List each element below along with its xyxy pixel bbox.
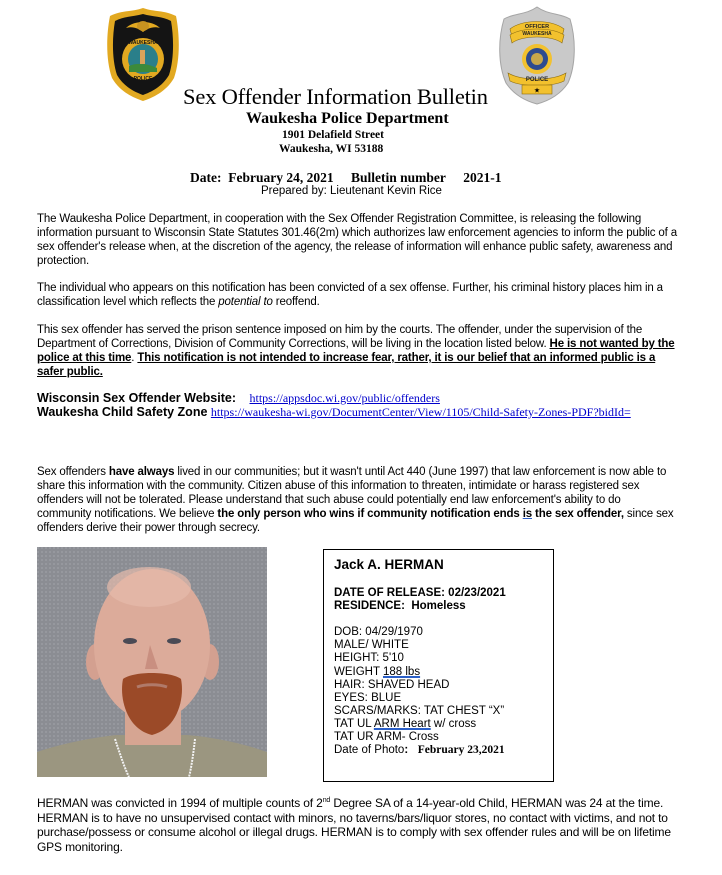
sentence-separator: . — [131, 352, 138, 364]
conviction-summary — [37, 796, 687, 854]
badge-left-top-text: WAUKESHA — [128, 40, 158, 46]
community-text-middle: lived in our communities; but it wasn't until Act 440 (June 1997) that law enforcement is now able to share this information with the community. Citizen abuse of this information to threaten, intimidate or harass registered sex offenders will not be tolerated. Please understand that such abuse could potentially end law enforcement's ability to do community notifications. We believe — [37, 466, 667, 520]
hair: HAIR: SHAVED HEAD — [334, 678, 450, 691]
police-shield-icon — [104, 6, 182, 102]
not-wanted-notice: He is not wanted by the police at this time — [37, 338, 675, 364]
classification-text: The individual who appears on this notification has been convicted of a sex offense. Further, his criminal history places him in a classification level which reflects the — [37, 282, 663, 308]
residence-row — [334, 600, 553, 613]
state-website-label: Wisconsin Sex Offender Website: — [37, 391, 237, 405]
offender-info-box — [323, 549, 554, 782]
release-date-row — [334, 587, 553, 600]
department-name: Waukesha Police Department — [246, 110, 449, 127]
have-always-emphasis: have always — [108, 466, 175, 478]
community-notice-paragraph — [37, 465, 677, 535]
community-text: Sex offenders — [37, 466, 109, 478]
tattoo-ul-suffix: w/ cross — [430, 717, 477, 730]
weight-value: 188 lbs — [382, 665, 421, 678]
offender-name: Jack A. HERMAN — [334, 557, 444, 572]
waukesha-police-badge-right — [496, 5, 578, 105]
tattoo-ul-prefix: TAT UL — [334, 717, 374, 730]
weight-label: WEIGHT — [334, 665, 383, 678]
state-offender-website-link[interactable]: https://appsdoc.wi.gov/public/offenders — [249, 391, 440, 405]
badge-right-top-text: OFFICER — [524, 24, 550, 30]
ordinal-suffix: nd — [322, 797, 331, 804]
summary-text: HERMAN was convicted in 1994 of multiple counts of 2 — [37, 796, 323, 810]
sex-race: MALE/ WHITE — [334, 639, 409, 652]
photo-date-value: February 23,2021 — [417, 744, 505, 757]
prepared-by: Prepared by: Lieutenant Kevin Rice — [261, 185, 442, 197]
address-city: Waukesha, WI 53188 — [279, 143, 384, 155]
residence-label: RESIDENCE: — [334, 600, 405, 613]
badge-right-middle-text: WAUKESHA — [522, 31, 552, 37]
mugshot-image — [37, 547, 267, 777]
classification-text-end: reoffend. — [272, 296, 320, 308]
date-label: Date: — [190, 170, 222, 185]
sentence-text: This sex offender has served the prison sentence imposed on him by the courts. The offender, under the supervision of the Department of Corrections, Division of Community Corrections, will be living in the location listed below. — [37, 324, 643, 350]
photo-date-label: Date of Photo — [334, 744, 405, 757]
scars-marks: SCARS/MARKS: TAT CHEST “X” — [334, 704, 505, 717]
date-value: February 24, 2021 — [228, 170, 334, 185]
classification-paragraph — [37, 281, 677, 309]
photo-date-colon: : — [404, 744, 409, 757]
child-safety-zone-link[interactable]: https://waukesha-wi.gov/DocumentCenter/View/1105/Child-Safety-Zones-PDF?bidId= — [210, 405, 631, 419]
height: HEIGHT: 5'10 — [334, 652, 404, 665]
potential-emphasis: potential to — [218, 296, 273, 308]
sex-offender-emphasis: the sex offender, — [532, 508, 624, 520]
belief-emphasis: the only person who wins if community notification ends — [217, 508, 523, 520]
waukesha-police-badge-left — [104, 6, 182, 102]
residence-value: Homeless — [411, 600, 466, 613]
intro-paragraph: The Waukesha Police Department, in cooperation with the Sex Offender Registration Committee, is releasing the following information pursuant to Wisconsin State Statutes 301.46(2m) which authorizes law enforcement agencies to inform the public of a sex offender's release when, at the discretion of the agency, the release of information will enhance public safety, awareness and protection. — [37, 213, 677, 267]
eyes: EYES: BLUE — [334, 691, 402, 704]
bulletin-number-value: 2021-1 — [463, 170, 502, 185]
is-emphasis: is — [522, 508, 532, 520]
badge-right-bottom-text: POLICE — [525, 77, 549, 83]
summary-text-end: Degree SA of a 14-year-old Child, HERMAN was 24 at the time. HERMAN is to have no unsupervised contact with minors, no taverns/bars/liquor stores, no contact with victims, and not to purchase/possess or consume alcohol or illegal drugs. HERMAN is to comply with sex offender rules and will be on lifetime GPS monitoring. — [37, 796, 671, 854]
state-website-row — [37, 391, 440, 406]
date-line — [190, 170, 502, 186]
bulletin-title: Sex Offender Information Bulletin — [183, 84, 488, 109]
release-date-value: 02/23/2021 — [448, 587, 506, 600]
star-icon: ★ — [533, 86, 541, 95]
badge-left-bottom-text: POLICE — [133, 76, 153, 82]
address-street: 1901 Delafield Street — [282, 129, 384, 141]
child-safety-zone-row — [37, 405, 631, 420]
weight-row — [334, 666, 553, 679]
tattoo-upper-left-arm — [334, 718, 553, 731]
child-safety-zone-label: Waukesha Child Safety Zone — [37, 405, 208, 419]
dob: DOB: 04/29/1970 — [334, 626, 423, 639]
photo-date-row — [334, 744, 553, 757]
release-date-label: DATE OF RELEASE: — [334, 587, 445, 600]
community-text-end: since sex offenders derive their power through secrecy. — [37, 508, 674, 534]
officer-badge-icon — [496, 5, 578, 105]
tattoo-upper-right-arm: TAT UR ARM- Cross — [334, 731, 439, 744]
bulletin-number-label: Bulletin number — [350, 170, 446, 185]
offender-photo — [37, 547, 267, 777]
sentence-served-paragraph — [37, 323, 677, 379]
tattoo-ul-detail: ARM Heart — [373, 717, 431, 730]
informed-public-notice: This notification is not intended to increase fear, rather, it is our belief that an informed public is a safer public. — [37, 352, 656, 378]
